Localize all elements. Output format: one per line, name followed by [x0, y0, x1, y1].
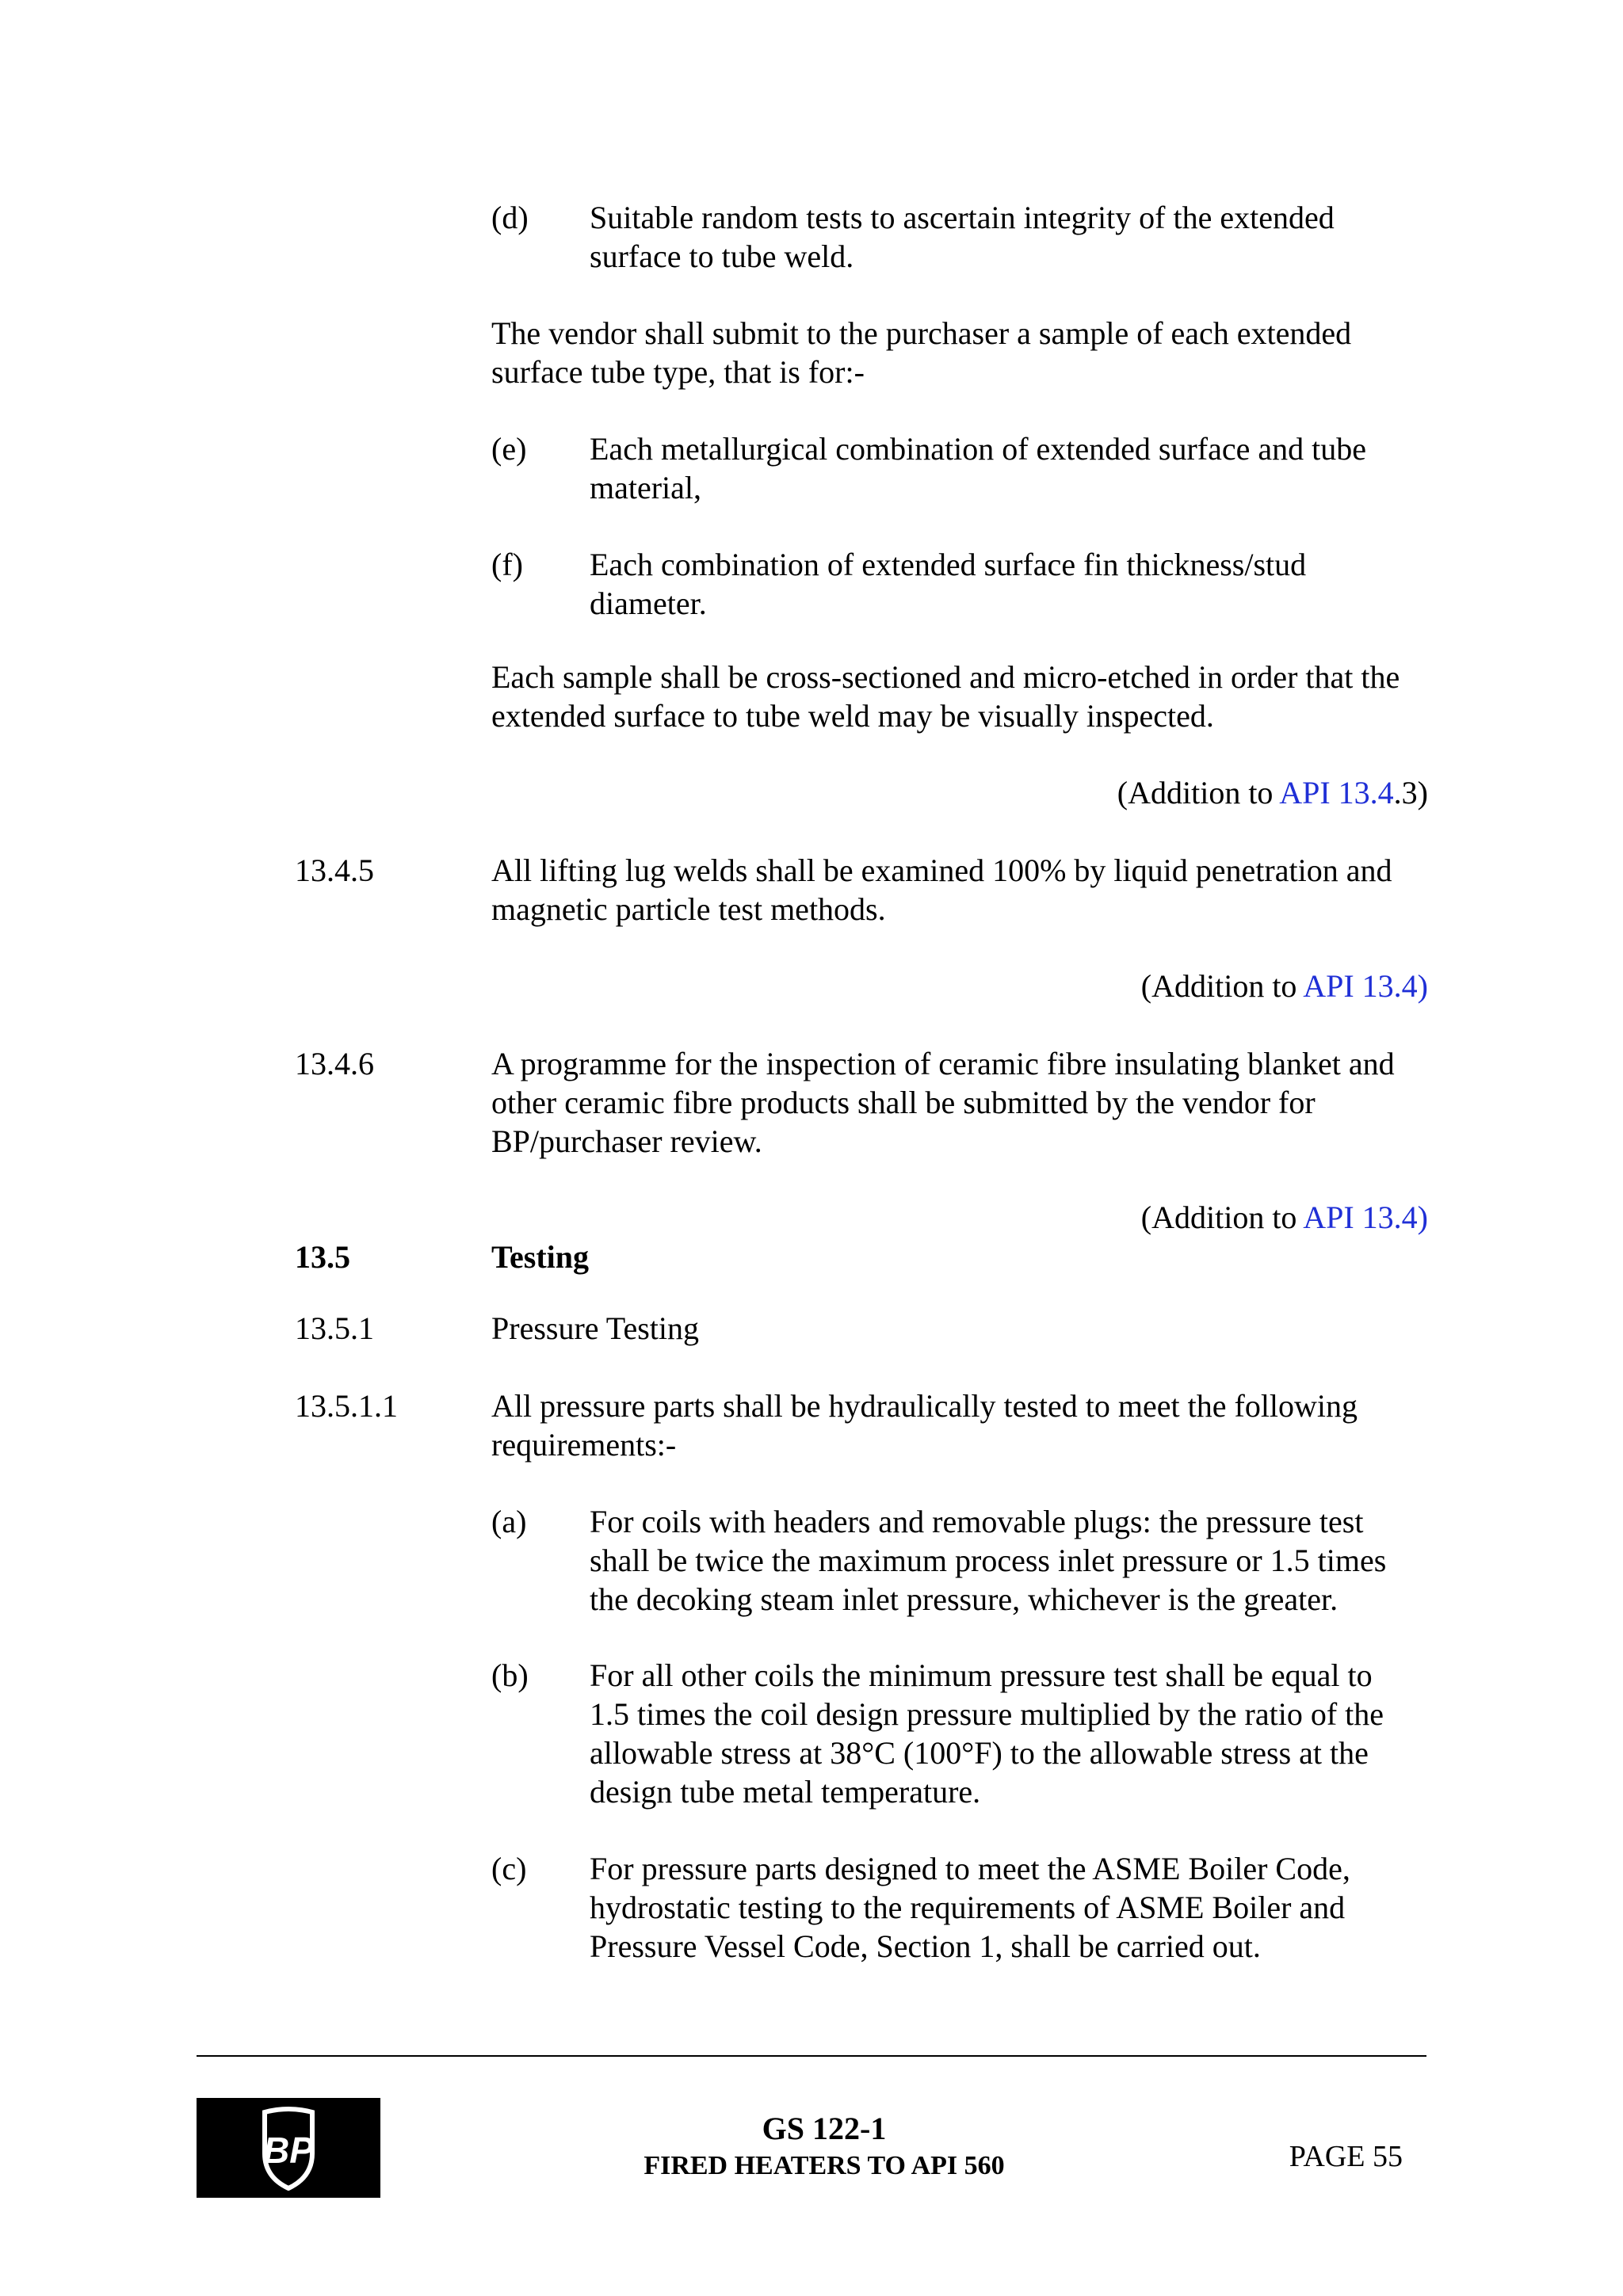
bp-logo	[197, 2098, 380, 2198]
section-13-4-6-text	[491, 1044, 1428, 1161]
vendor-sample-line2: surface tube type, that is for:-	[491, 354, 865, 390]
item-e-text	[590, 429, 1428, 507]
cross-section-paragraph	[491, 658, 1428, 735]
footer-divider	[197, 2055, 1426, 2057]
section-heading-testing: Testing	[491, 1239, 590, 1275]
document-number: GS 122-1	[762, 2111, 887, 2146]
section-13-4-6-line2: other ceramic fibre products shall be submitted by the vendor for	[491, 1085, 1316, 1120]
item-d-line2: surface to tube weld.	[590, 238, 854, 274]
section-13-4-5-line1: All lifting lug welds shall be examined 100% by liquid penetration and	[491, 852, 1392, 888]
item-marker-d: (d)	[491, 200, 529, 235]
item-marker-f: (f)	[491, 547, 523, 582]
item-marker-b: (b)	[491, 1657, 529, 1693]
api-reference-link[interactable]: API 13.4)	[1303, 968, 1428, 1004]
addition-note-2	[872, 967, 1428, 1005]
api-reference-link[interactable]: API 13.4	[1279, 775, 1394, 810]
document-title: FIRED HEATERS TO API 560	[643, 2151, 1005, 2180]
item-c-line3: Pressure Vessel Code, Section 1, shall be carried out.	[590, 1928, 1261, 1964]
section-number-13-5-1-1: 13.5.1.1	[295, 1388, 398, 1424]
item-a-line2: shall be twice the maximum process inlet pressure or 1.5 times	[590, 1543, 1387, 1578]
item-f-line1: Each combination of extended surface fin thickness/stud	[590, 547, 1307, 582]
section-13-4-5-line2: magnetic particle test methods.	[491, 891, 886, 927]
vendor-sample-line1: The vendor shall submit to the purchaser a sample of each extended	[491, 315, 1352, 351]
addition-note-3-prefix: (Addition to	[1140, 1199, 1304, 1235]
item-b-text	[590, 1656, 1428, 1811]
item-e-line2: material,	[590, 470, 702, 505]
item-marker-e: (e)	[491, 431, 527, 467]
bp-logo-text: BP	[263, 2130, 314, 2171]
cross-section-line1: Each sample shall be cross-sectioned and micro-etched in order that the	[491, 659, 1400, 695]
addition-note-1	[872, 773, 1428, 812]
section-13-4-6-line3: BP/purchaser review.	[491, 1123, 762, 1159]
vendor-sample-paragraph	[491, 314, 1428, 391]
item-b-line3: allowable stress at 38°C (100°F) to the allowable stress at the	[590, 1735, 1369, 1771]
item-f-line2: diameter.	[590, 585, 707, 621]
item-b-line4: design tube metal temperature.	[590, 1774, 981, 1810]
item-d-line1: Suitable random tests to ascertain integrity of the extended	[590, 200, 1335, 235]
addition-note-2-prefix: (Addition to	[1140, 968, 1304, 1004]
item-f-text	[590, 545, 1428, 623]
item-a-line3: the decoking steam inlet pressure, whichever is the greater.	[590, 1581, 1338, 1617]
section-number-13-4-6: 13.4.6	[295, 1046, 374, 1081]
item-marker-a: (a)	[491, 1504, 527, 1539]
section-number-13-4-5: 13.4.5	[295, 852, 374, 888]
item-c-text	[590, 1849, 1428, 1966]
section-13-5-1-1-text	[491, 1386, 1428, 1464]
section-13-5-1-1-line1: All pressure parts shall be hydraulically tested to meet the following	[491, 1388, 1358, 1424]
page-number: PAGE 55	[1289, 2140, 1403, 2173]
item-a-line1: For coils with headers and removable plugs: the pressure test	[590, 1504, 1364, 1539]
bp-shield-icon	[197, 2098, 380, 2198]
api-reference-link[interactable]: API 13.4)	[1303, 1199, 1428, 1235]
section-number-13-5: 13.5	[295, 1239, 350, 1275]
item-b-line2: 1.5 times the coil design pressure multiplied by the ratio of the	[590, 1696, 1384, 1732]
section-13-5-1-1-line2: requirements:-	[491, 1427, 677, 1463]
section-heading-pressure-testing: Pressure Testing	[491, 1310, 699, 1346]
addition-note-1-prefix: (Addition to	[1117, 775, 1280, 810]
cross-section-line2: extended surface to tube weld may be visually inspected.	[491, 698, 1214, 734]
section-number-13-5-1: 13.5.1	[295, 1310, 374, 1346]
item-d-text	[590, 198, 1428, 276]
item-a-text	[590, 1502, 1428, 1619]
section-13-4-5-text	[491, 851, 1428, 929]
item-c-line2: hydrostatic testing to the requirements of ASME Boiler and	[590, 1890, 1346, 1925]
addition-note-1-suffix: .3)	[1393, 775, 1428, 810]
section-13-4-6-line1: A programme for the inspection of ceramic fibre insulating blanket and	[491, 1046, 1395, 1081]
item-b-line1: For all other coils the minimum pressure test shall be equal to	[590, 1657, 1373, 1693]
item-marker-c: (c)	[491, 1851, 527, 1886]
item-e-line1: Each metallurgical combination of extended surface and tube	[590, 431, 1366, 467]
item-c-line1: For pressure parts designed to meet the ASME Boiler Code,	[590, 1851, 1350, 1886]
addition-note-3	[872, 1198, 1428, 1237]
